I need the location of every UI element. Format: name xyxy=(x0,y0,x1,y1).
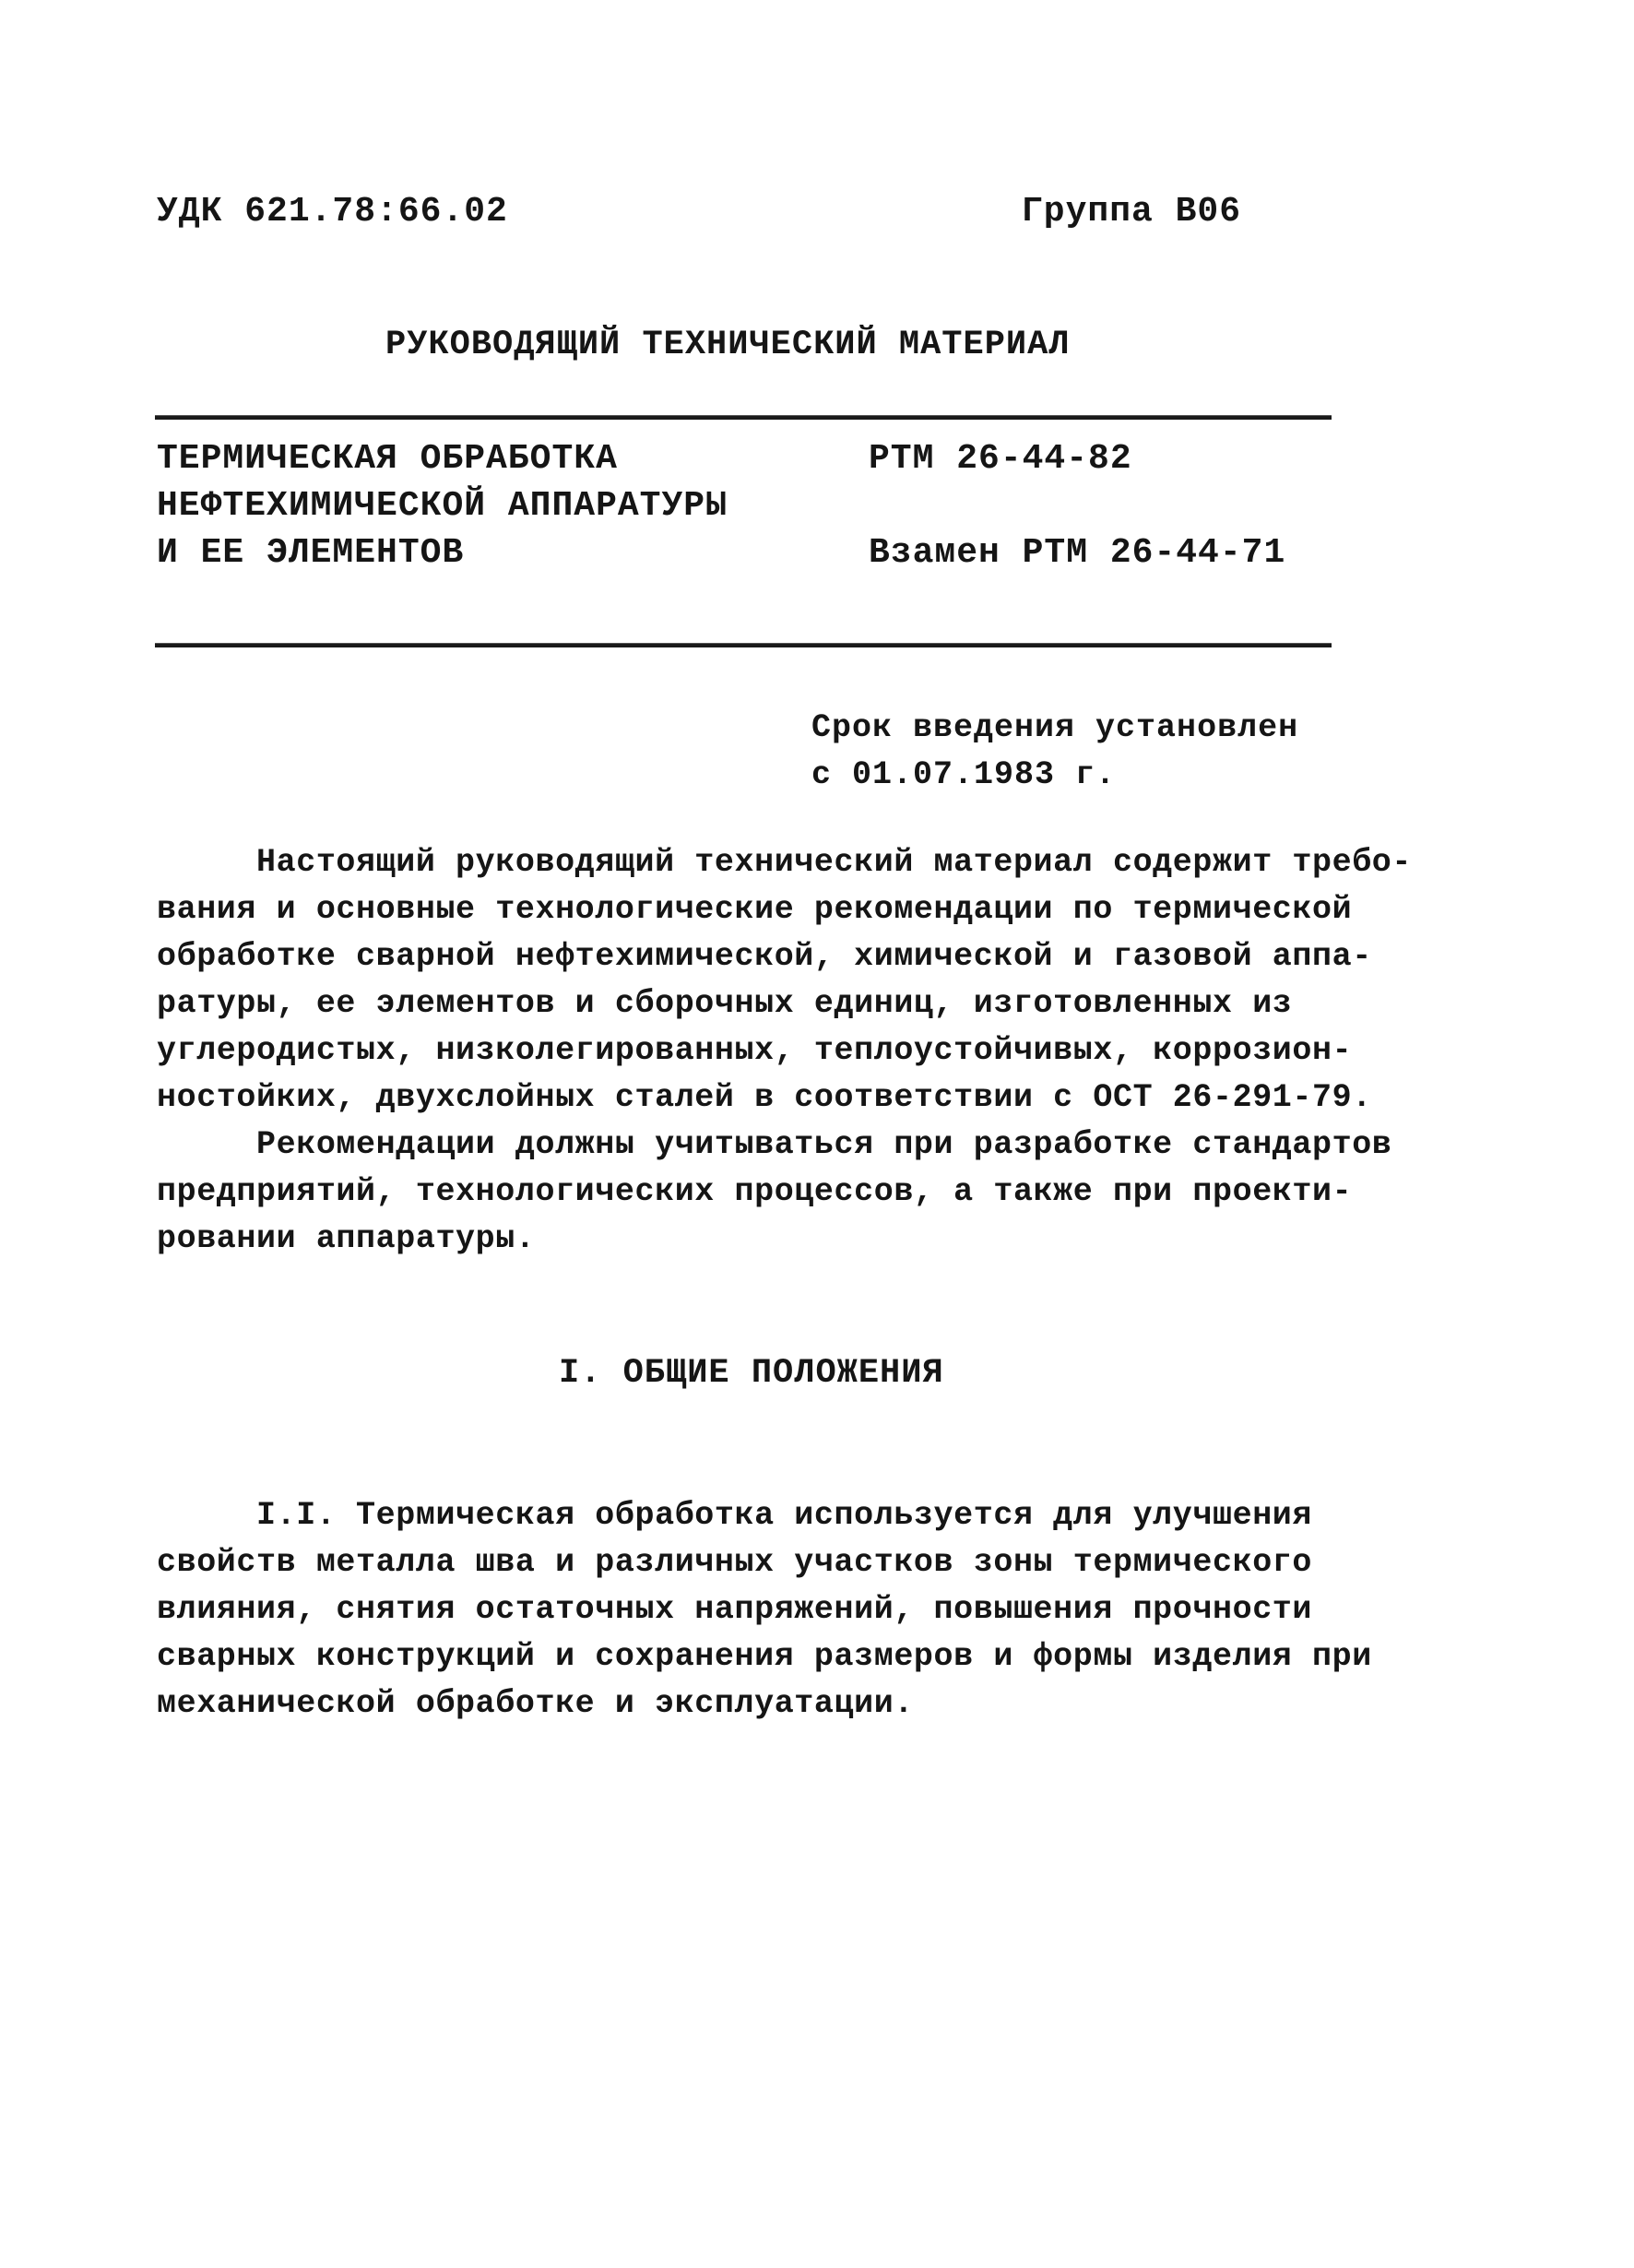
effective-date-label: Срок введения установлен xyxy=(811,709,1299,746)
paragraph-line: вания и основные технологические рекомендации по термической xyxy=(157,891,1353,928)
clause-1-1 xyxy=(157,1492,1372,1728)
section-heading: I. ОБЩИЕ ПОЛОЖЕНИЯ xyxy=(559,1354,944,1393)
paragraph-line: влияния, снятия остаточных напряжений, повышения прочности xyxy=(157,1591,1312,1628)
intro-paragraph-2 xyxy=(157,1122,1392,1263)
document-type-heading: РУКОВОДЯЩИЙ ТЕХНИЧЕСКИЙ МАТЕРИАЛ xyxy=(385,326,1071,364)
paragraph-line: ровании аппаратуры. xyxy=(157,1220,536,1257)
effective-date-value: с 01.07.1983 г. xyxy=(811,756,1117,793)
group-code: Группа В06 xyxy=(1022,192,1242,232)
paragraph-line: ностойких, двухслойных сталей в соответствии с ОСТ 26-291-79. xyxy=(157,1079,1372,1116)
paragraph-line: механической обработке и эксплуатации. xyxy=(157,1685,914,1722)
paragraph-line: предприятий, технологических процессов, а также при проекти- xyxy=(157,1173,1353,1210)
replaces-code: Взамен РТМ 26-44-71 xyxy=(869,533,1286,573)
paragraph-line: Настоящий руководящий технический материал содержит требо- xyxy=(157,844,1413,881)
paragraph-line: углеродистых, низколегированных, теплоустойчивых, коррозион- xyxy=(157,1032,1353,1069)
paragraph-line: ратуры, ее элементов и сборочных единиц, изготовленных из xyxy=(157,985,1293,1022)
intro-paragraph-1 xyxy=(157,839,1413,1122)
paragraph-line: Рекомендации должны учитываться при разработке стандартов xyxy=(157,1126,1392,1163)
udk-code: УДК 621.78:66.02 xyxy=(157,192,508,232)
top-divider xyxy=(155,415,1332,420)
paragraph-line: свойств металла шва и различных участков зоны термического xyxy=(157,1544,1312,1581)
paragraph-line: сварных конструкций и сохранения размеров и формы изделия при xyxy=(157,1638,1372,1675)
paragraph-line: I.I. Термическая обработка используется для улучшения xyxy=(157,1497,1312,1534)
title-line-3: И ЕЕ ЭЛЕМЕНТОВ xyxy=(157,533,465,573)
bottom-divider xyxy=(155,643,1332,647)
title-line-2: НЕФТЕХИМИЧЕСКОЙ АППАРАТУРЫ xyxy=(157,486,728,526)
paragraph-line: обработке сварной нефтехимической, химической и газовой аппа- xyxy=(157,938,1372,975)
document-code: РТМ 26-44-82 xyxy=(869,439,1132,479)
title-line-1: ТЕРМИЧЕСКАЯ ОБРАБОТКА xyxy=(157,439,618,479)
